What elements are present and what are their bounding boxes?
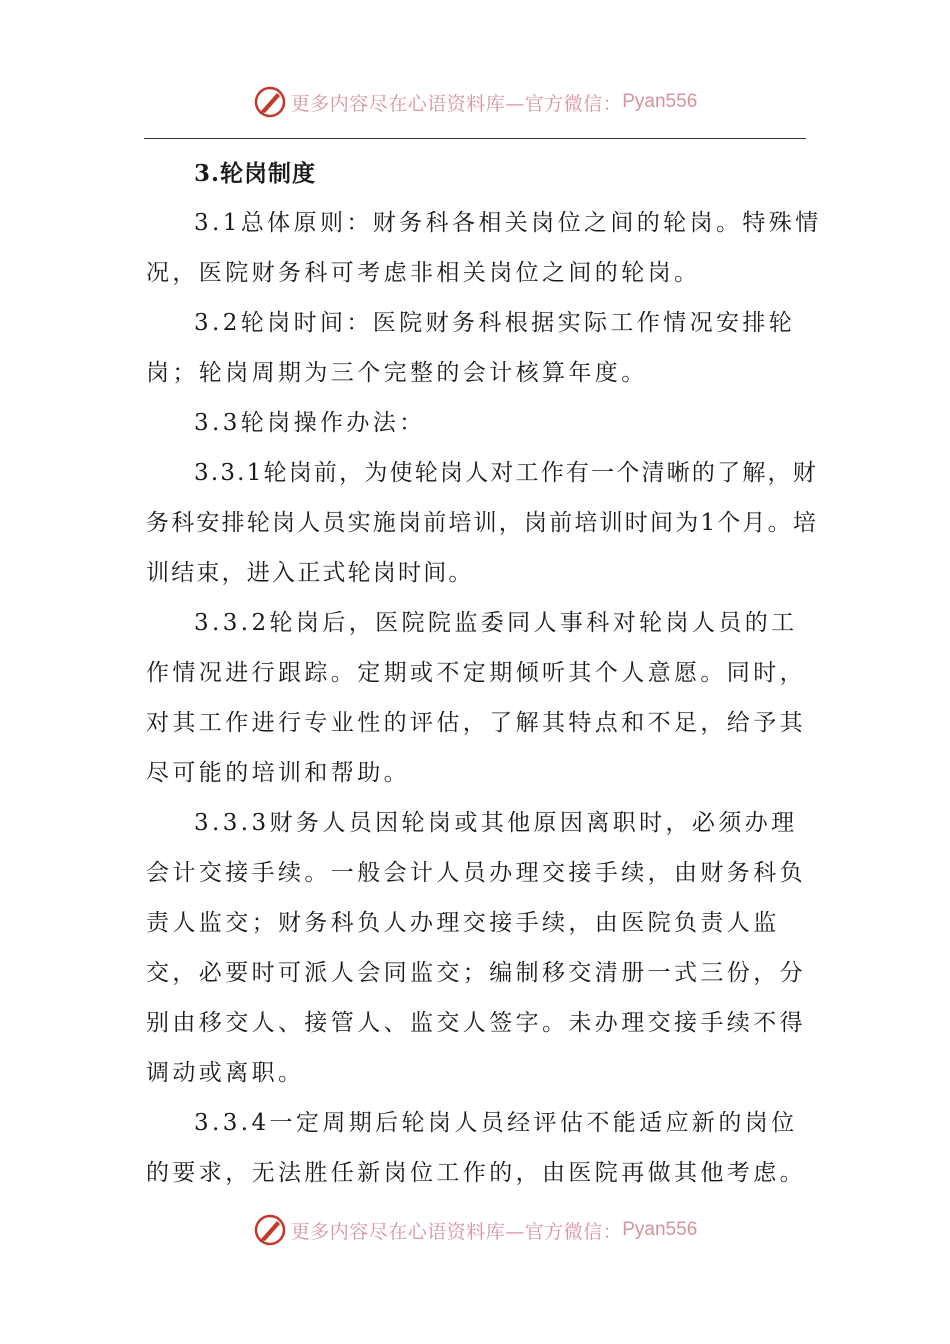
- banner-wechat-id: Pyan556: [622, 91, 698, 112]
- section-heading: 3.轮岗制度: [194, 160, 317, 187]
- header-divider: [144, 138, 806, 139]
- footer-banner: [0, 1210, 950, 1250]
- paragraph: 3.3轮岗操作办法：: [194, 410, 426, 436]
- paragraph: 3.3.2轮岗后，医院院监委同人事科对轮岗人员的工作情况进行跟踪。定期或不定期倾听其个人意愿。同时，对其工作进行专业性的评估，了解其特点和不足，给予其尽可能的培训和帮助。: [146, 610, 806, 786]
- paragraph: 3.3.4一定周期后轮岗人员经评估不能适应新的岗位的要求，无法胜任新岗位工作的，由医院再做其他考虑。: [146, 1110, 806, 1186]
- header-banner: [0, 82, 950, 122]
- paragraph: 3.3.3财务人员因轮岗或其他原因离职时，必须办理会计交接手续。一般会计人员办理交接手续，由财务科负责人监交；财务科负人办理交接手续，由医院负责人监交，必要时可派人会同监交；编制移交清册一式三份，分别由移交人、接管人、监交人签字。未办理交接手续不得调动或离职。: [146, 810, 806, 1086]
- document-body: [146, 150, 822, 1198]
- paragraph: 3.2轮岗时间：医院财务科根据实际工作情况安排轮岗；轮岗周期为三个完整的会计核算年度。: [146, 310, 796, 386]
- banner-text: 更多内容尽在心语资料库—官方微信：: [290, 1220, 623, 1243]
- banner-text: 更多内容尽在心语资料库—官方微信：: [290, 92, 623, 115]
- banner-wechat-id: Pyan556: [622, 1219, 698, 1240]
- pen-logo-icon: [253, 85, 287, 119]
- paragraph: 3.3.1轮岗前，为使轮岗人对工作有一个清晰的了解，财务科安排轮岗人员实施岗前培训，岗前培训时间为1个月。培训结束，进入正式轮岗时间。: [146, 460, 819, 586]
- pen-logo-icon: [253, 1213, 287, 1247]
- paragraph: 3.1总体原则：财务科各相关岗位之间的轮岗。特殊情况，医院财务科可考虑非相关岗位之间的轮岗。: [146, 210, 822, 286]
